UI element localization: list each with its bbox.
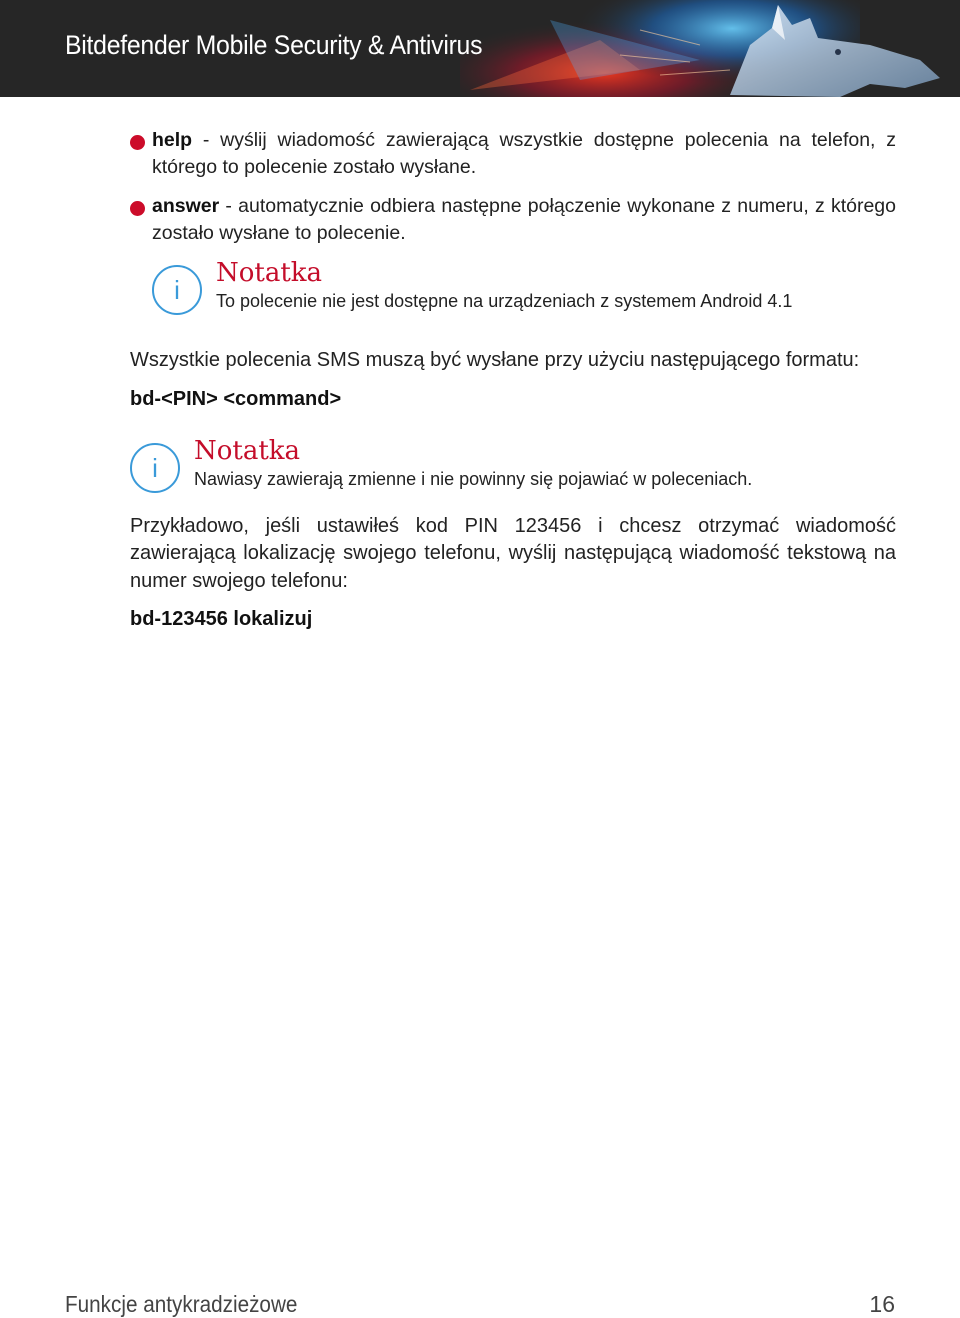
- example-command: bd-123456 lokalizuj: [130, 608, 313, 630]
- note-text: To polecenie nie jest dostępne na urządzeniach z systemem Android 4.1: [216, 291, 793, 311]
- info-icon: i: [130, 443, 180, 493]
- command-description: - wyślij wiadomość zawierającą wszystkie dostępne polecenia na telefon, z którego to polecenie zostało wysłane.: [152, 129, 896, 178]
- wolf-artwork-icon: [400, 0, 960, 97]
- note-title: Notatka: [194, 435, 301, 466]
- bullet-dot-icon: [130, 135, 145, 150]
- note-title: Notatka: [216, 258, 323, 288]
- command-description: - automatycznie odbiera następne połączenie wykonane z numeru, z którego zostało wysłane to polecenie.: [152, 195, 896, 244]
- list-item: [130, 193, 896, 247]
- list-item: [130, 127, 896, 181]
- note-text: Nawiasy zawierają zmienne i nie powinny się pojawiać w poleceniach.: [194, 468, 753, 489]
- page-header: [0, 0, 960, 97]
- document-title: Bitdefender Mobile Security & Antivirus: [65, 30, 483, 60]
- note-box: [130, 435, 896, 495]
- example-intro: Przykładowo, jeśli ustawiłeś kod PIN 123456 i chcesz otrzymać wiadomość zawierającą lokalizację swojego telefonu, wyślij następującą wiadomość tekstową na numer swojego telefonu:: [130, 514, 896, 592]
- info-icon: i: [152, 265, 202, 315]
- format-intro: Wszystkie polecenia SMS muszą być wysłane przy użyciu następującego formatu:: [130, 349, 860, 371]
- command-term: help: [152, 129, 193, 151]
- page-number: 16: [869, 1291, 895, 1317]
- format-command: bd-<PIN> <command>: [130, 387, 342, 410]
- command-term: answer: [152, 195, 220, 217]
- page-content: [130, 127, 896, 633]
- footer-section-name: Funkcje antykradzieżowe: [65, 1291, 298, 1317]
- note-box: [152, 257, 896, 317]
- bullet-dot-icon: [130, 201, 145, 216]
